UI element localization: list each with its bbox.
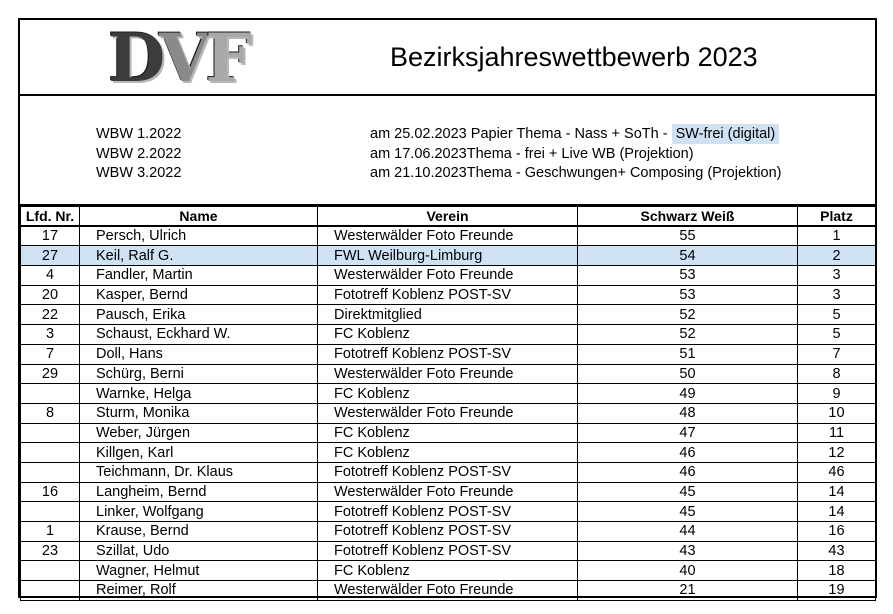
table-header-row (21, 207, 876, 227)
cell-verein[interactable]: Direktmitglied (318, 305, 578, 325)
table-row[interactable] (21, 246, 876, 266)
cell-nr[interactable]: 4 (21, 266, 80, 286)
cell-name[interactable]: Reimer, Rolf (80, 581, 318, 601)
cell-name[interactable]: Szillat, Udo (80, 541, 318, 561)
cell-name[interactable]: Linker, Wolfgang (80, 502, 318, 522)
cell-verein[interactable]: FC Koblenz (318, 325, 578, 345)
dvf-logo: DVF (108, 19, 248, 97)
cell-platz[interactable]: 7 (798, 344, 876, 364)
cell-nr[interactable] (21, 502, 80, 522)
cell-platz[interactable]: 3 (798, 285, 876, 305)
cell-nr[interactable]: 16 (21, 482, 80, 502)
cell-nr[interactable]: 29 (21, 364, 80, 384)
cell-platz[interactable]: 12 (798, 443, 876, 463)
cell-schwarz-weiss[interactable]: 54 (578, 246, 798, 266)
cell-schwarz-weiss[interactable]: 46 (578, 462, 798, 482)
table-row[interactable] (21, 325, 876, 345)
cell-nr[interactable]: 20 (21, 285, 80, 305)
cell-schwarz-weiss[interactable]: 44 (578, 522, 798, 542)
cell-name[interactable]: Schürg, Berni (80, 364, 318, 384)
competition-list (20, 96, 875, 206)
cell-platz[interactable]: 5 (798, 325, 876, 345)
cell-nr[interactable]: 17 (21, 226, 80, 246)
cell-schwarz-weiss[interactable]: 46 (578, 443, 798, 463)
cell-verein[interactable]: Fototreff Koblenz POST-SV (318, 502, 578, 522)
cell-platz[interactable]: 9 (798, 384, 876, 404)
header (20, 20, 875, 96)
cell-schwarz-weiss[interactable]: 21 (578, 581, 798, 601)
cell-verein[interactable]: FC Koblenz (318, 423, 578, 443)
cell-verein[interactable]: Fototreff Koblenz POST-SV (318, 541, 578, 561)
cell-nr[interactable] (21, 443, 80, 463)
cell-verein[interactable]: Westerwälder Foto Freunde (318, 482, 578, 502)
cell-name[interactable]: Teichmann, Dr. Klaus (80, 462, 318, 482)
cell-name[interactable]: Weber, Jürgen (80, 423, 318, 443)
cell-name[interactable]: Fandler, Martin (80, 266, 318, 286)
cell-nr[interactable]: 3 (21, 325, 80, 345)
cell-name[interactable]: Sturm, Monika (80, 403, 318, 423)
cell-platz[interactable]: 14 (798, 502, 876, 522)
cell-name[interactable]: Pausch, Erika (80, 305, 318, 325)
table-row[interactable] (21, 561, 876, 581)
cell-schwarz-weiss[interactable]: 50 (578, 364, 798, 384)
cell-verein[interactable]: FC Koblenz (318, 561, 578, 581)
cell-platz[interactable]: 10 (798, 403, 876, 423)
cell-name[interactable]: Doll, Hans (80, 344, 318, 364)
table-row[interactable] (21, 502, 876, 522)
cell-schwarz-weiss[interactable]: 55 (578, 226, 798, 246)
table-row[interactable] (21, 364, 876, 384)
cell-verein[interactable]: Fototreff Koblenz POST-SV (318, 344, 578, 364)
column-header-schwarz-weiss[interactable]: Schwarz Weiß (578, 207, 798, 227)
cell-platz[interactable]: 46 (798, 462, 876, 482)
cell-name[interactable]: Keil, Ralf G. (80, 246, 318, 266)
cell-platz[interactable]: 43 (798, 541, 876, 561)
cell-schwarz-weiss[interactable]: 45 (578, 502, 798, 522)
cell-verein[interactable]: FWL Weilburg-Limburg (318, 246, 578, 266)
cell-name[interactable]: Persch, Ulrich (80, 226, 318, 246)
cell-verein[interactable]: Fototreff Koblenz POST-SV (318, 462, 578, 482)
table-row[interactable] (21, 384, 876, 404)
table-row[interactable] (21, 285, 876, 305)
cell-name[interactable]: Schaust, Eckhard W. (80, 325, 318, 345)
competition-detail: am 17.06.2023Thema - frei + Live WB (Projektion) (370, 146, 694, 162)
cell-platz[interactable]: 14 (798, 482, 876, 502)
cell-nr[interactable] (21, 423, 80, 443)
cell-platz[interactable]: 1 (798, 226, 876, 246)
cell-platz[interactable]: 5 (798, 305, 876, 325)
cell-nr[interactable] (21, 561, 80, 581)
competition-code: WBW 1.2022 (96, 126, 182, 142)
competition-code: WBW 2.2022 (96, 146, 182, 162)
cell-verein[interactable]: FC Koblenz (318, 384, 578, 404)
cell-schwarz-weiss[interactable]: 53 (578, 285, 798, 305)
cell-nr[interactable] (21, 384, 80, 404)
cell-verein[interactable]: Fototreff Koblenz POST-SV (318, 522, 578, 542)
highlighted-cell[interactable]: SW-frei (digital) (672, 124, 780, 144)
cell-verein[interactable]: Westerwälder Foto Freunde (318, 581, 578, 601)
cell-verein[interactable]: Westerwälder Foto Freunde (318, 364, 578, 384)
cell-platz[interactable]: 3 (798, 266, 876, 286)
table-row[interactable] (21, 462, 876, 482)
cell-name[interactable]: Killgen, Karl (80, 443, 318, 463)
table-row[interactable] (21, 443, 876, 463)
cell-platz[interactable]: 8 (798, 364, 876, 384)
cell-platz[interactable]: 19 (798, 581, 876, 601)
column-header-verein[interactable]: Verein (318, 207, 578, 227)
cell-name[interactable]: Krause, Bernd (80, 522, 318, 542)
table-row[interactable] (21, 581, 876, 601)
page-title: Bezirksjahreswettbewerb 2023 (390, 42, 758, 72)
cell-name[interactable]: Wagner, Helmut (80, 561, 318, 581)
cell-platz[interactable]: 16 (798, 522, 876, 542)
cell-verein[interactable]: Westerwälder Foto Freunde (318, 266, 578, 286)
column-header-name[interactable]: Name (80, 207, 318, 227)
cell-schwarz-weiss[interactable]: 40 (578, 561, 798, 581)
cell-nr[interactable]: 23 (21, 541, 80, 561)
spreadsheet (18, 18, 877, 598)
competition-detail: am 25.02.2023 Papier Thema - Nass + SoTh - SW-frei (digital) (370, 126, 779, 142)
cell-platz[interactable]: 2 (798, 246, 876, 266)
cell-verein[interactable]: Westerwälder Foto Freunde (318, 226, 578, 246)
cell-nr[interactable]: 27 (21, 246, 80, 266)
cell-schwarz-weiss[interactable]: 45 (578, 482, 798, 502)
table-row[interactable] (21, 482, 876, 502)
results-table (20, 206, 876, 601)
table-row[interactable] (21, 541, 876, 561)
cell-schwarz-weiss[interactable]: 53 (578, 266, 798, 286)
cell-schwarz-weiss[interactable]: 43 (578, 541, 798, 561)
cell-schwarz-weiss[interactable]: 49 (578, 384, 798, 404)
cell-nr[interactable]: 8 (21, 403, 80, 423)
table-row[interactable] (21, 226, 876, 246)
cell-platz[interactable]: 18 (798, 561, 876, 581)
cell-name[interactable]: Warnke, Helga (80, 384, 318, 404)
cell-name[interactable]: Langheim, Bernd (80, 482, 318, 502)
cell-schwarz-weiss[interactable]: 52 (578, 325, 798, 345)
cell-nr[interactable] (21, 581, 80, 601)
competition-code: WBW 3.2022 (96, 165, 182, 181)
cell-nr[interactable]: 1 (21, 522, 80, 542)
table-row[interactable] (21, 305, 876, 325)
table-row[interactable] (21, 423, 876, 443)
cell-name[interactable]: Kasper, Bernd (80, 285, 318, 305)
table-row[interactable] (21, 344, 876, 364)
column-header-nr[interactable]: Lfd. Nr. (21, 207, 80, 227)
table-row[interactable] (21, 266, 876, 286)
cell-nr[interactable] (21, 462, 80, 482)
competition-detail: am 21.10.2023Thema - Geschwungen+ Composing (Projektion) (370, 165, 782, 181)
cell-verein[interactable]: FC Koblenz (318, 443, 578, 463)
cell-verein[interactable]: Westerwälder Foto Freunde (318, 403, 578, 423)
cell-schwarz-weiss[interactable]: 48 (578, 403, 798, 423)
column-header-platz[interactable]: Platz (798, 207, 876, 227)
cell-platz[interactable]: 11 (798, 423, 876, 443)
table-body (21, 226, 876, 600)
cell-verein[interactable]: Fototreff Koblenz POST-SV (318, 285, 578, 305)
cell-schwarz-weiss[interactable]: 51 (578, 344, 798, 364)
cell-nr[interactable]: 22 (21, 305, 80, 325)
table-row[interactable] (21, 403, 876, 423)
cell-schwarz-weiss[interactable]: 47 (578, 423, 798, 443)
cell-nr[interactable]: 7 (21, 344, 80, 364)
table-row[interactable] (21, 522, 876, 542)
cell-schwarz-weiss[interactable]: 52 (578, 305, 798, 325)
